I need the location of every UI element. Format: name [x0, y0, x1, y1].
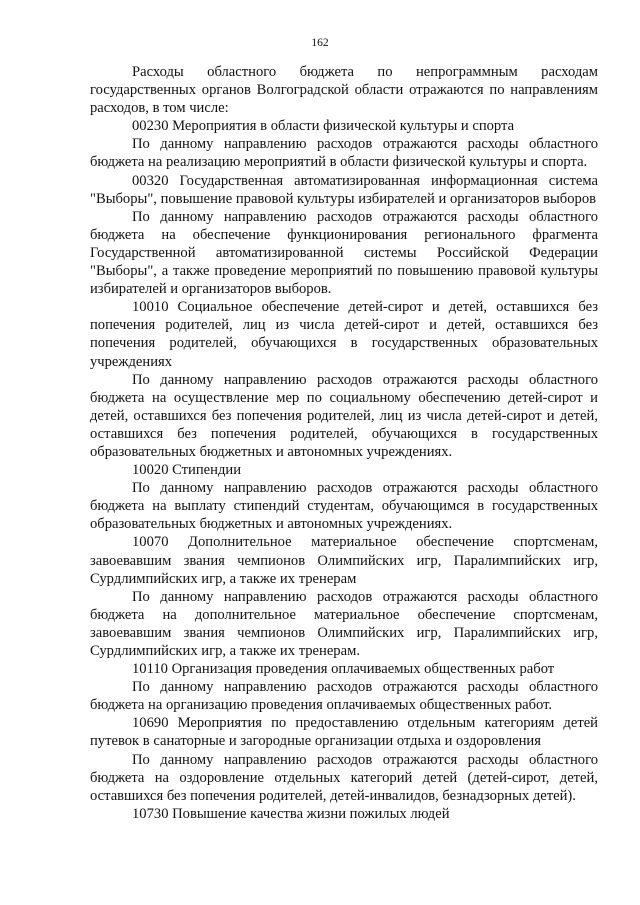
section-heading-10110: 10110 Организация проведения оплачиваемых общественных работ — [132, 661, 555, 678]
section-heading-10730: 10730 Повышение качества жизни пожилых людей — [132, 805, 450, 822]
section-heading-00320: 00320 Государственная автоматизированная информационная система "Выборы", повышение правовой культуры избирателей и организаторов выборов — [90, 172, 598, 207]
section-text-10070: По данному направлению расходов отражаются расходы областного бюджета на дополнительное материальное обеспечение спортсменам, завоевавшим звания чемпионов Олимпийских игр, Паралимпийских игр, Сурдлимпийских игр, а также их тренерам. — [90, 588, 598, 659]
section-text-00320: По данному направлению расходов отражаются расходы областного бюджета на обеспечение функционирования регионального фрагмента Государственной автоматизированной системы Российской Федерации "Выборы", а также проведение мероприятий по повышению правовой культуры избирателей и организаторов выборов. — [90, 208, 598, 298]
section-heading-10010: 10010 Социальное обеспечение детей-сирот и детей, оставшихся без попечения родителей, лиц из числа детей-сирот и детей, оставшихся без попечения родителей, обучающихся в государственных образовательных учреждениях — [90, 299, 598, 370]
section-text-00230: По данному направлению расходов отражаются расходы областного бюджета на реализацию мероприятий в области физической культуры и спорта. — [90, 136, 598, 171]
section-heading-10020: 10020 Стипендии — [132, 462, 242, 479]
section-text-10010: По данному направлению расходов отражаются расходы областного бюджета на осуществление мер по социальному обеспечению детей-сирот и детей, оставшихся без попечения родителей, лиц из числа детей-сирот и детей, оставшихся без попечения родителей, обучающихся в государственных образовательных бюджетных и автономных учреждениях. — [90, 371, 598, 460]
section-text-10020: По данному направлению расходов отражаются расходы областного бюджета на выплату стипендий студентам, обучающимся в государственных образовательных бюджетных и автономных учреждениях. — [90, 480, 598, 533]
section-text-10690: По данному направлению расходов отражаются расходы областного бюджета на оздоровление отдельных категорий детей (детей-сирот, детей, оставшихся без попечения родителей, детей-инвалидов, безнадзорных детей). — [90, 751, 598, 804]
document-body — [90, 63, 598, 823]
page-number: 162 — [311, 37, 329, 49]
section-text-10110: По данному направлению расходов отражаются расходы областного бюджета на организацию проведения оплачиваемых общественных работ. — [90, 679, 598, 714]
section-heading-10690: 10690 Мероприятия по предоставлению отдельным категориям детей путевок в санаторные и загородные организации отдыха и оздоровления — [90, 715, 598, 750]
intro-paragraph: Расходы областного бюджета по непрограммным расходам государственных органов Волгоградской области отражаются по направлениям расходов, в том числе: — [90, 64, 598, 117]
section-heading-10070: 10070 Дополнительное материальное обеспечение спортсменам, завоевавшим звания чемпионов Олимпийских игр, Паралимпийских игр, Сурдлимпийских игр, а также их тренерам — [90, 534, 598, 587]
section-heading-00230: 00230 Мероприятия в области физической культуры и спорта — [132, 118, 515, 135]
